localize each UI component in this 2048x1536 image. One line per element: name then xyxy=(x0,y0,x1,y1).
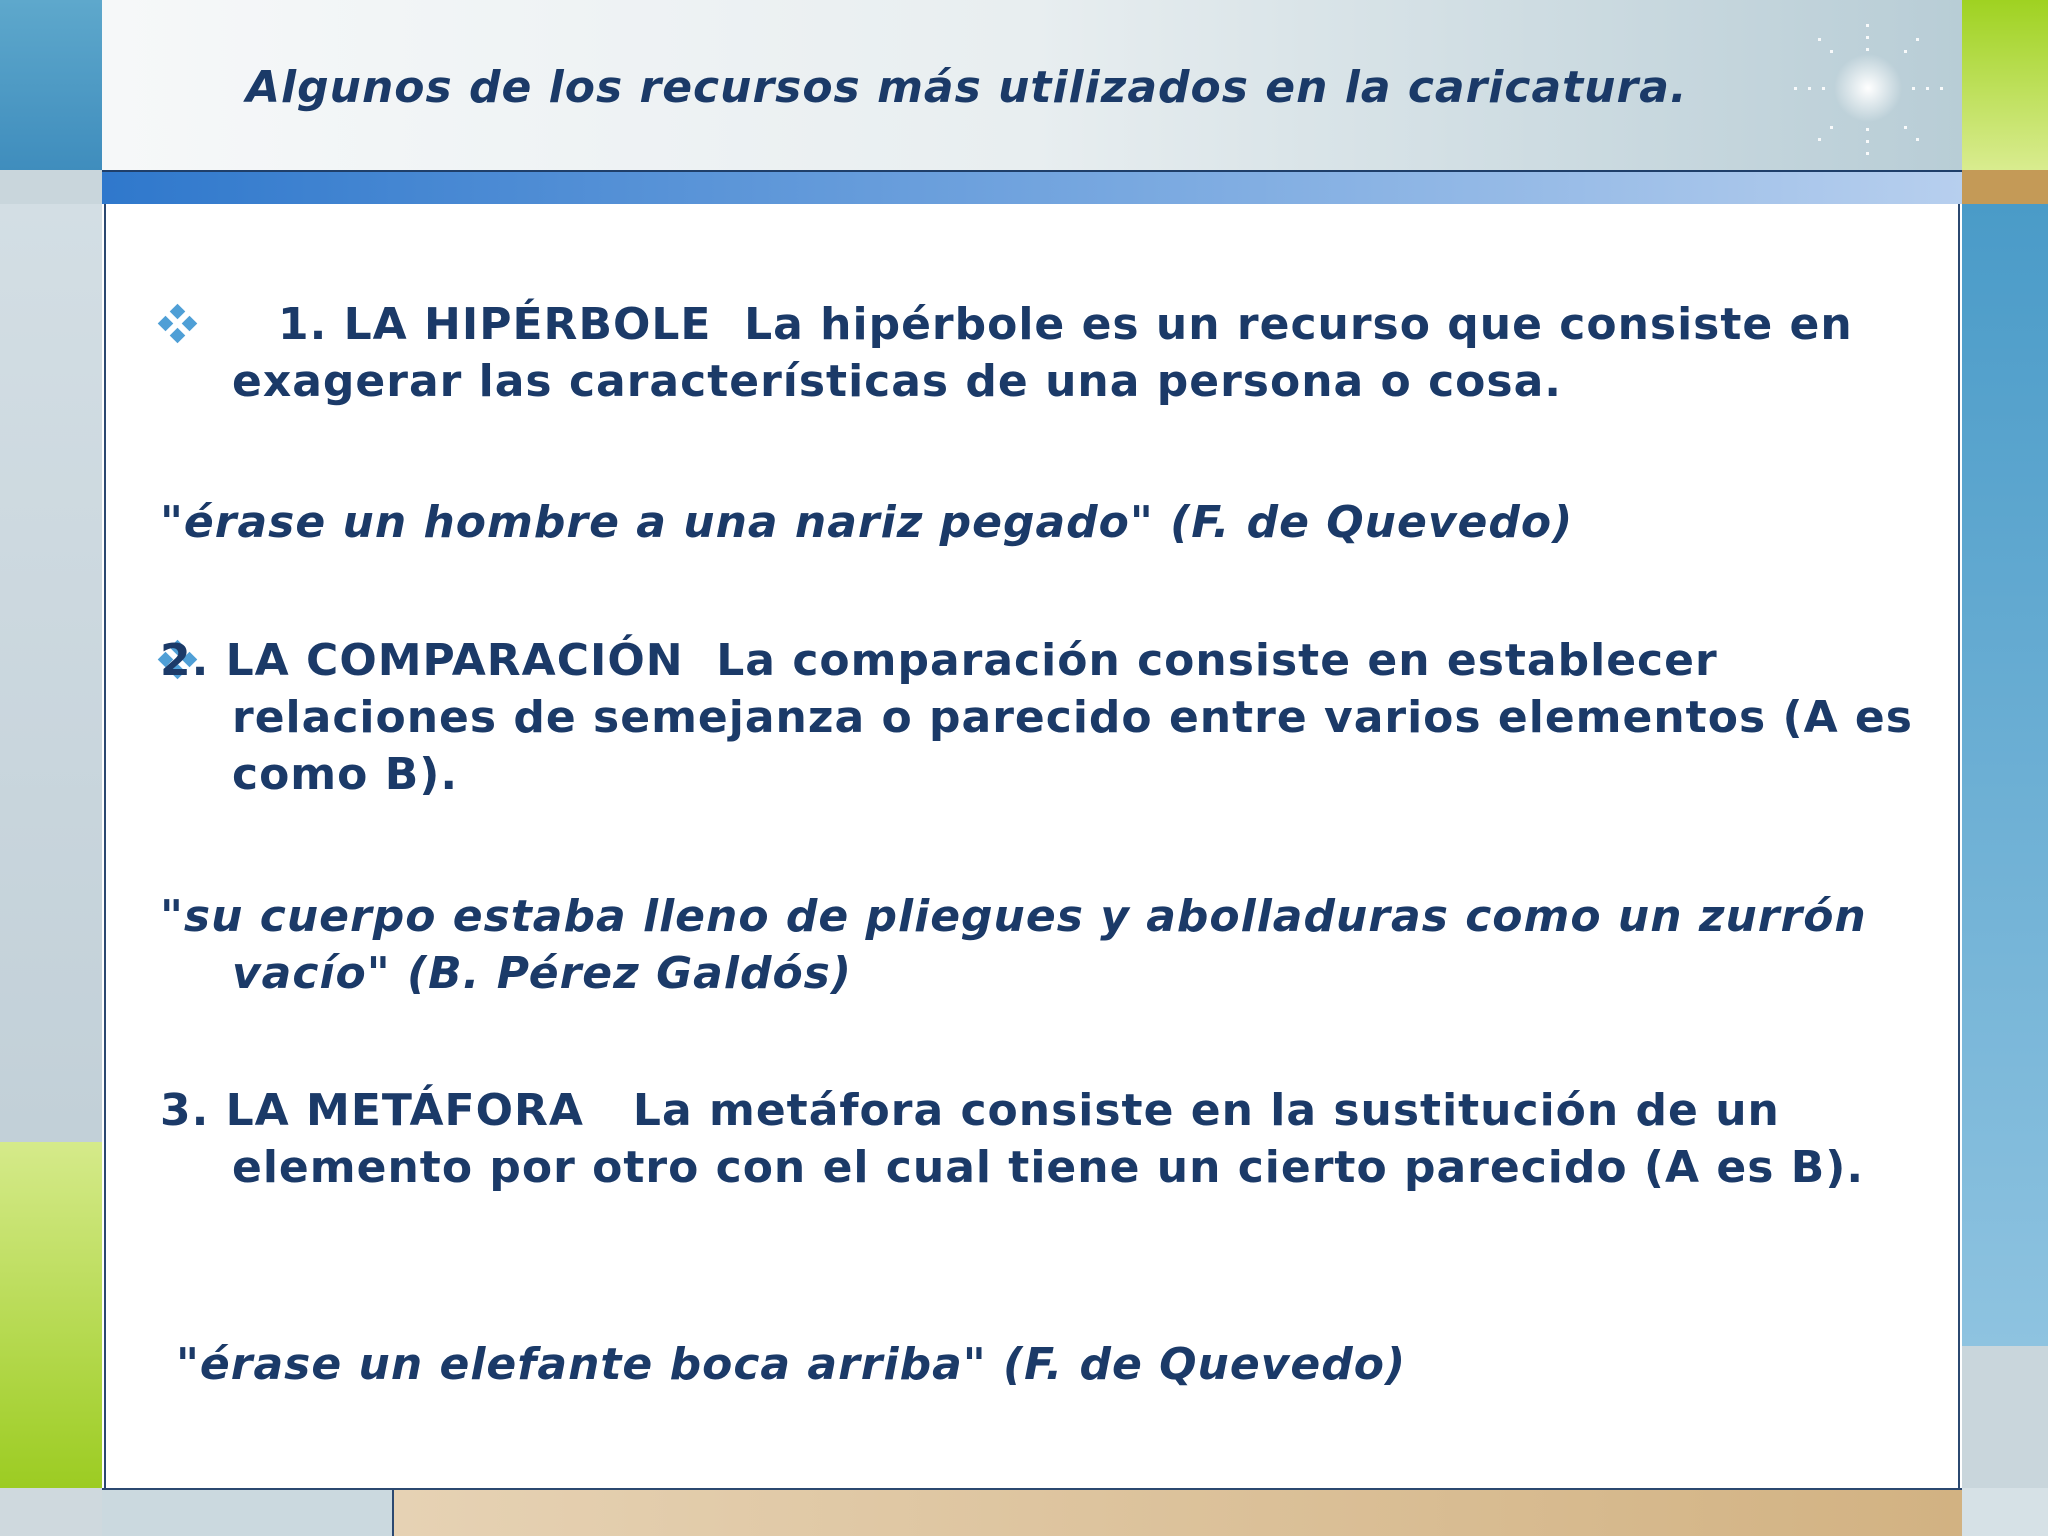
text-metafora: La metáfora consiste en la sustitución de un elemento por otro con el cual tiene un cierto parecido (A es B). xyxy=(232,1085,1865,1193)
frame-block-right-blue xyxy=(1962,204,2048,1346)
heading-comparacion: 2. LA COMPARACIÓN xyxy=(160,635,684,686)
header-gradient-bar xyxy=(102,170,1962,204)
frame-block-right-green xyxy=(1962,0,2048,170)
item-hiperbole xyxy=(160,296,1932,410)
frame-block-right-bottom xyxy=(1962,1488,2048,1536)
frame-block-left-bottom xyxy=(0,1488,102,1536)
item-metafora xyxy=(160,1082,1932,1196)
heading-hiperbole: 1. LA HIPÉRBOLE xyxy=(278,299,712,350)
item-comparacion xyxy=(160,632,1932,803)
frame-block-left-strip xyxy=(0,170,102,204)
heading-metafora: 3. LA METÁFORA xyxy=(160,1085,584,1136)
frame-block-left-middle xyxy=(0,204,102,1142)
text-comparacion: La comparación consiste en establecer relaciones de semejanza o parecido entre varios elementos (A es como B). xyxy=(232,635,1913,800)
frame-block-left-top xyxy=(0,0,102,170)
quote-quevedo-elefante: "érase un elefante boca arriba" (F. de Quevedo) xyxy=(176,1339,1407,1390)
sparkle-decoration-icon xyxy=(1780,20,1950,160)
frame-block-right-gray xyxy=(1962,1346,2048,1488)
text-hiperbole: La hipérbole es un recurso que consiste en exagerar las características de una persona o cosa. xyxy=(232,299,1853,407)
slide-header xyxy=(102,0,1962,170)
frame-block-left-green xyxy=(0,1142,102,1488)
quote-perez-galdos: "su cuerpo estaba lleno de pliegues y abolladuras como un zurrón vacío" (B. Pérez Galdós) xyxy=(160,891,1867,999)
frame-block-right-strip xyxy=(1962,170,2048,204)
quote-quevedo-nariz: "érase un hombre a una nariz pegado" (F. de Quevedo) xyxy=(160,497,1574,548)
footer-block-tan xyxy=(392,1488,1962,1536)
slide-title: Algunos de los recursos más utilizados en la caricatura. xyxy=(246,62,1688,113)
footer-block-left xyxy=(102,1488,392,1536)
